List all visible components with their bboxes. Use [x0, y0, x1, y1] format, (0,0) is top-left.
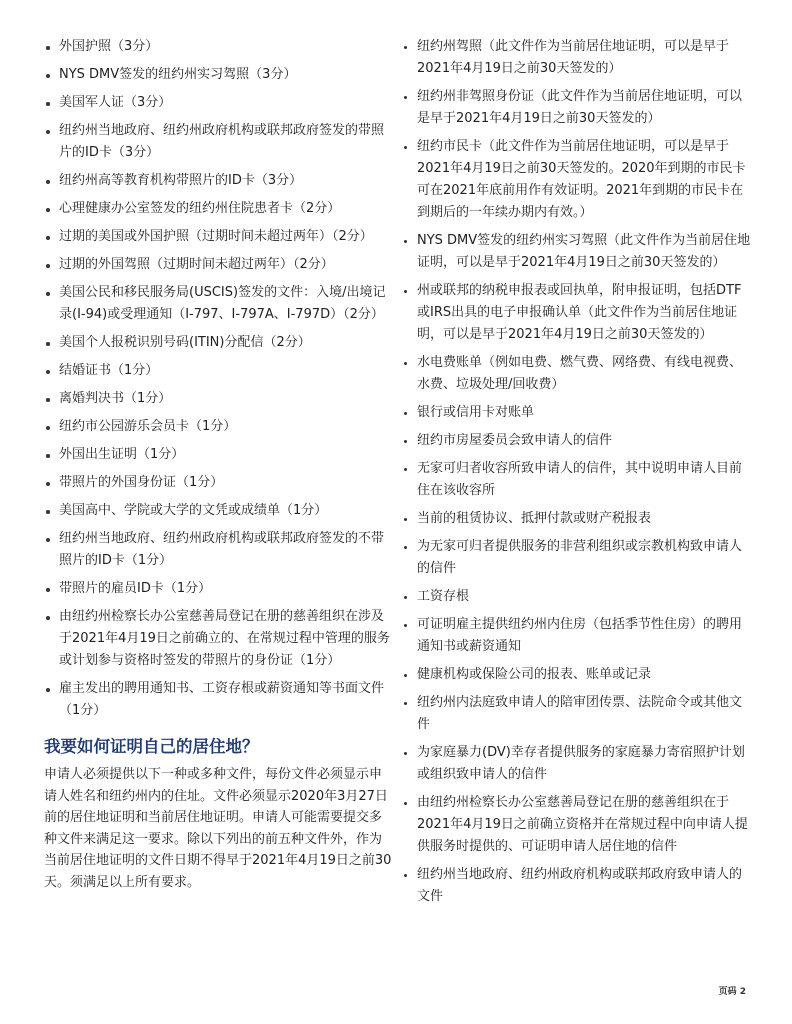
list-item: 纽约市公园游乐会员卡（1分） [44, 416, 392, 438]
list-item: 纽约州非驾照身份证（此文件作为当前居住地证明，可以是早于2021年4月19日之前30天签发的） [402, 86, 752, 130]
list-item: 健康机构或保险公司的报表、账单或记录 [402, 664, 752, 686]
list-item: 无家可归者收容所致申请人的信件，其中说明申请人目前住在该收容所 [402, 458, 752, 502]
list-item: 纽约市房屋委员会致申请人的信件 [402, 430, 752, 452]
list-item: NYS DMV签发的纽约州实习驾照（3分） [44, 64, 392, 86]
list-item: 过期的外国驾照（过期时间未超过两年）（2分） [44, 254, 392, 276]
list-item: 纽约州驾照（此文件作为当前居住地证明，可以是早于2021年4月19日之前30天签发的） [402, 36, 752, 80]
list-item: 心理健康办公室签发的纽约州住院患者卡（2分） [44, 198, 392, 220]
list-item: 纽约州内法庭致申请人的陪审团传票、法院命令或其他文件 [402, 692, 752, 736]
list-item: 外国出生证明（1分） [44, 444, 392, 466]
list-item: 水电费账单（例如电费、燃气费、网络费、有线电视费、水费、垃圾处理/回收费） [402, 352, 752, 396]
list-item: 雇主发出的聘用通知书、工资存根或薪资通知等书面文件（1分） [44, 678, 392, 722]
list-item: NYS DMV签发的纽约州实习驾照（此文件作为当前居住地证明，可以是早于2021年4月19日之前30天签发的） [402, 230, 752, 274]
residence-document-list [402, 36, 752, 908]
list-item: 为无家可归者提供服务的非营利组织或宗教机构致申请人的信件 [402, 536, 752, 580]
list-item: 带照片的外国身份证（1分） [44, 472, 392, 494]
list-item: 由纽约州检察长办公室慈善局登记在册的慈善组织在于2021年4月19日之前确立资格并在常规过程中向申请人提供服务时提供的、可证明申请人居住地的信件 [402, 792, 752, 858]
id-document-list [44, 36, 392, 722]
list-item: 结婚证书（1分） [44, 360, 392, 382]
list-item: 纽约州高等教育机构带照片的ID卡（3分） [44, 170, 392, 192]
list-item: 美国个人报税识别号码(ITIN)分配信（2分） [44, 332, 392, 354]
section-intro: 申请人必须提供以下一种或多种文件，每份文件必须显示申请人姓名和纽约州内的住址。文件必须显示2020年3月27日前的居住地证明和当前居住地证明。申请人可能需要提交多种文件来满足这一要求。除以下列出的前五种文件外，作为当前居住地证明的文件日期不得早于2021年4月19日之前30天。须满足以上所有要求。 [44, 767, 392, 890]
list-item: 工资存根 [402, 586, 752, 608]
list-item: 可证明雇主提供纽约州内住房（包括季节性住房）的聘用通知书或薪资通知 [402, 614, 752, 658]
list-item: 带照片的雇员ID卡（1分） [44, 578, 392, 600]
left-column [44, 36, 392, 893]
list-item: 纽约市民卡（此文件作为当前居住地证明，可以是早于2021年4月19日之前30天签发的。2020年到期的市民卡可在2021年底前用作有效证明。2021年到期的市民卡在到期后的一年续办期内有效。） [402, 136, 752, 224]
list-item: 为家庭暴力(DV)幸存者提供服务的家庭暴力寄宿照护计划或组织致申请人的信件 [402, 742, 752, 786]
list-item: 州或联邦的纳税申报表或回执单，附申报证明，包括DTF或IRS出具的电子申报确认单（此文件作为当前居住地证明，可以是早于2021年4月19日之前30天签发的） [402, 280, 752, 346]
section-heading: 我要如何证明自己的居住地？ [44, 737, 259, 756]
list-item: 过期的美国或外国护照（过期时间未超过两年）（2分） [44, 226, 392, 248]
list-item: 纽约州当地政府、纽约州政府机构或联邦政府签发的带照片的ID卡（3分） [44, 120, 392, 164]
list-item: 美国高中、学院或大学的文凭或成绩单（1分） [44, 500, 392, 522]
list-item: 纽约州当地政府、纽约州政府机构或联邦政府签发的不带照片的ID卡（1分） [44, 528, 392, 572]
right-column [402, 36, 752, 914]
list-item: 离婚判决书（1分） [44, 388, 392, 410]
page-number: 页码 2 [718, 987, 746, 997]
list-item: 纽约州当地政府、纽约州政府机构或联邦政府致申请人的文件 [402, 864, 752, 908]
list-item: 当前的租赁协议、抵押付款或财产税报表 [402, 508, 752, 530]
list-item: 外国护照（3分） [44, 36, 392, 58]
list-item: 美国公民和移民服务局(USCIS)签发的文件：入境/出境记录(I-94)或受理通知（I-797、I-797A、I-797D）（2分） [44, 282, 392, 326]
list-item: 银行或信用卡对账单 [402, 402, 752, 424]
list-item: 由纽约州检察长办公室慈善局登记在册的慈善组织在涉及于2021年4月19日之前确立的、在常规过程中管理的服务或计划参与资格时签发的带照片的身份证（1分） [44, 606, 392, 672]
list-item: 美国军人证（3分） [44, 92, 392, 114]
